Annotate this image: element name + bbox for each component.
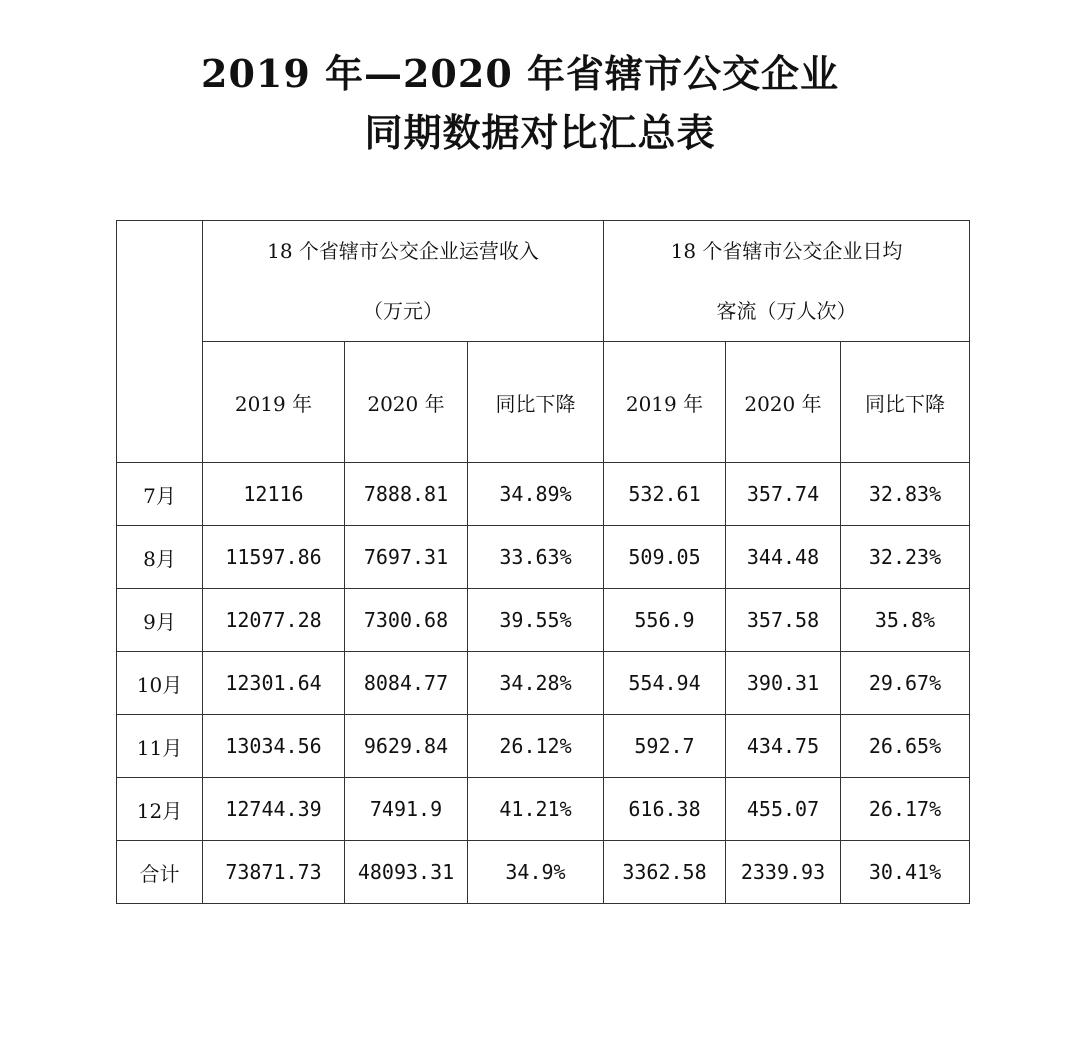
rev-2020-cell: 7888.81 [345, 463, 468, 526]
revenue-group-line-1: 18 个省辖市公交企业运营收入 [267, 239, 539, 263]
rev-decline-cell: 39.55% [468, 589, 604, 652]
rev-2019-cell: 12744.39 [203, 778, 345, 841]
rev-2019-cell: 11597.86 [203, 526, 345, 589]
table-body [117, 463, 970, 904]
rev-decline-cell: 26.12% [468, 715, 604, 778]
table-row [117, 652, 970, 715]
rev-decline-cell: 33.63% [468, 526, 604, 589]
passenger-group-line-1: 18 个省辖市公交企业日均 [670, 239, 903, 263]
pax-2019-cell: 592.7 [604, 715, 726, 778]
pax-2019-cell: 556.9 [604, 589, 726, 652]
rev-decline-cell: 34.28% [468, 652, 604, 715]
revenue-group-line-2: （万元） [363, 299, 443, 323]
rev-2020-cell: 9629.84 [345, 715, 468, 778]
header-row-groups [117, 221, 970, 342]
rev-2020-cell: 48093.31 [345, 841, 468, 904]
month-cell: 合计 [117, 841, 203, 904]
month-cell: 8月 [117, 526, 203, 589]
pax-2019-cell: 616.38 [604, 778, 726, 841]
rev-2019-cell: 12116 [203, 463, 345, 526]
rev-2019-cell: 12301.64 [203, 652, 345, 715]
rev-2020-cell: 7300.68 [345, 589, 468, 652]
rev-2020-cell: 8084.77 [345, 652, 468, 715]
pax-decline-cell: 35.8% [841, 589, 970, 652]
pax-2020-cell: 357.74 [726, 463, 841, 526]
pax-decline-cell: 32.83% [841, 463, 970, 526]
pax-2019-cell: 532.61 [604, 463, 726, 526]
table-row [117, 526, 970, 589]
column-header-revenue-2019: 2019 年 [203, 342, 345, 463]
pax-2020-cell: 344.48 [726, 526, 841, 589]
header-row-columns [117, 342, 970, 463]
pax-decline-cell: 26.65% [841, 715, 970, 778]
passenger-group-header [604, 221, 970, 342]
rev-2020-cell: 7697.31 [345, 526, 468, 589]
pax-decline-cell: 29.67% [841, 652, 970, 715]
column-header-passenger-2019: 2019 年 [604, 342, 726, 463]
table-row [117, 778, 970, 841]
pax-2020-cell: 390.31 [726, 652, 841, 715]
pax-2020-cell: 2339.93 [726, 841, 841, 904]
rev-2020-cell: 7491.9 [345, 778, 468, 841]
rev-decline-cell: 41.21% [468, 778, 604, 841]
month-cell: 12月 [117, 778, 203, 841]
month-cell: 9月 [117, 589, 203, 652]
column-header-revenue-decline: 同比下降 [468, 342, 604, 463]
corner-cell [117, 221, 203, 463]
column-header-passenger-decline: 同比下降 [841, 342, 970, 463]
pax-decline-cell: 32.23% [841, 526, 970, 589]
comparison-table [116, 220, 970, 904]
month-cell: 11月 [117, 715, 203, 778]
total-row [117, 841, 970, 904]
revenue-group-header [203, 221, 604, 342]
passenger-group-line-2: 客流（万人次） [716, 299, 857, 323]
pax-2019-cell: 509.05 [604, 526, 726, 589]
rev-2019-cell: 13034.56 [203, 715, 345, 778]
page-title-line-1: 2019 年—2020 年省辖市公交企业 [201, 51, 839, 96]
pax-decline-cell: 30.41% [841, 841, 970, 904]
rev-decline-cell: 34.89% [468, 463, 604, 526]
column-header-revenue-2020: 2020 年 [345, 342, 468, 463]
pax-2019-cell: 554.94 [604, 652, 726, 715]
pax-decline-cell: 26.17% [841, 778, 970, 841]
page-title-line-2: 同期数据对比汇总表 [364, 110, 716, 155]
table-row [117, 715, 970, 778]
pax-2020-cell: 357.58 [726, 589, 841, 652]
pax-2020-cell: 434.75 [726, 715, 841, 778]
table-row [117, 463, 970, 526]
column-header-passenger-2020: 2020 年 [726, 342, 841, 463]
rev-2019-cell: 73871.73 [203, 841, 345, 904]
pax-2020-cell: 455.07 [726, 778, 841, 841]
pax-2019-cell: 3362.58 [604, 841, 726, 904]
rev-2019-cell: 12077.28 [203, 589, 345, 652]
month-cell: 10月 [117, 652, 203, 715]
table-row [117, 589, 970, 652]
rev-decline-cell: 34.9% [468, 841, 604, 904]
month-cell: 7月 [117, 463, 203, 526]
